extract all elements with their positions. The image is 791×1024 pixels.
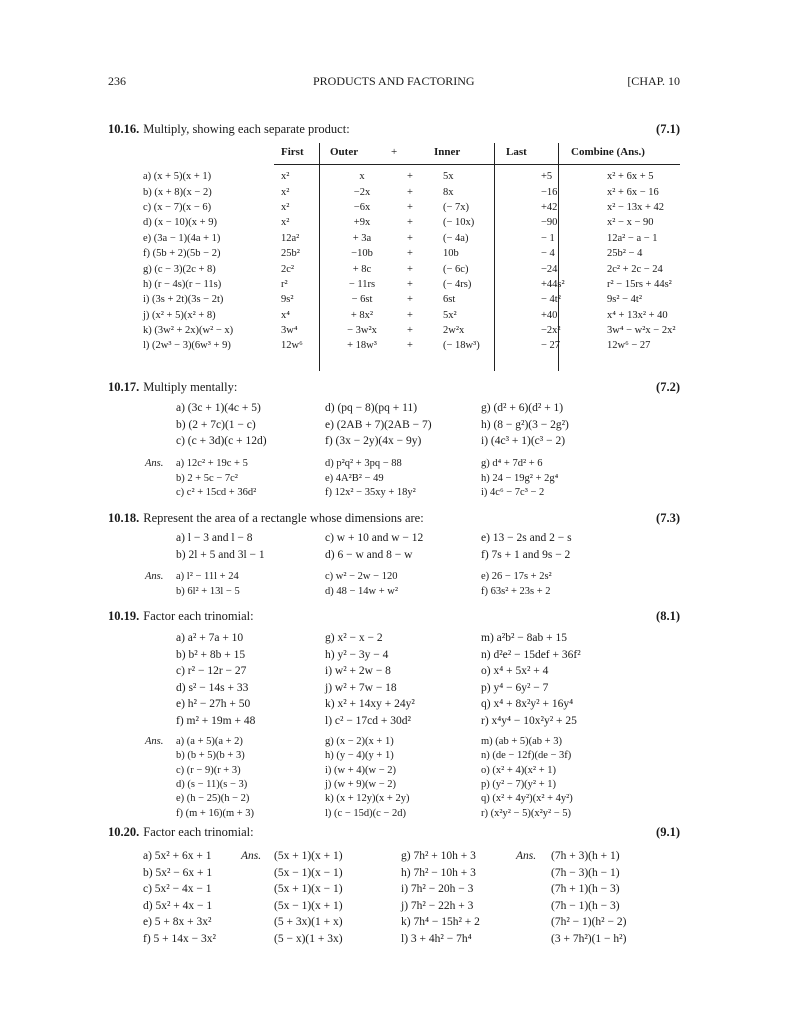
problem-item: l) c² − 17cd + 30d²	[325, 714, 411, 727]
problem-item: f) 5 + 14x − 3x²	[143, 932, 216, 945]
col-header-combine: Combine (Ans.)	[571, 146, 645, 158]
section-title: Represent the area of a rectangle whose dimensions are:	[143, 511, 424, 525]
problem-item: g) (d² + 6)(d² + 1)	[481, 402, 564, 414]
table-cell: +44s²	[541, 278, 565, 290]
table-row	[143, 308, 737, 323]
problem-item: i) 7h² − 20h − 3	[401, 883, 474, 895]
table-cell: +	[407, 325, 413, 337]
table-cell: + 8c	[352, 263, 372, 275]
answer-item: (7h + 3)(h + 1)	[551, 850, 620, 862]
answer-item: e) 4A²B² − 49	[325, 472, 384, 484]
table-cell: +	[407, 232, 413, 244]
table-cell: +	[407, 186, 413, 198]
table-cell: − 27	[541, 340, 561, 352]
problem-item: a) 5x² + 6x + 1	[143, 850, 212, 862]
table-cell: l) (2w³ − 3)(6w³ + 9)	[143, 340, 231, 352]
table-row	[143, 261, 737, 276]
answers-label: Ans.	[516, 850, 537, 862]
answer-item: c) w² − 2w − 120	[325, 571, 398, 582]
table-cell: d) (x − 10)(x + 9)	[143, 217, 217, 229]
table-cell: 9s²	[281, 294, 294, 306]
product-table	[143, 169, 737, 354]
table-cell: x⁴ + 13x² + 40	[607, 309, 668, 321]
table-cell: 5x²	[443, 309, 457, 321]
table-cell: + 8x²	[350, 309, 374, 321]
problem-item: h) (8 − g²)(3 − 2g²)	[481, 418, 569, 431]
section-ref: (7.2)	[656, 380, 680, 394]
table-cell: (− 7x)	[443, 201, 470, 213]
col-header-first: First	[281, 146, 304, 158]
problem-item: k) 7h⁴ − 15h² + 2	[401, 916, 480, 928]
table-cell: 3w⁴	[281, 325, 298, 337]
table-cell: 6st	[443, 294, 456, 306]
table-cell: − 3w²x	[347, 325, 377, 337]
table-cell: +	[407, 309, 413, 321]
table-cell: 5x	[443, 171, 454, 183]
table-cell: − 4t²	[541, 294, 561, 306]
answer-item: h) (y − 4)(y + 1)	[325, 750, 394, 762]
answer-item: d) p²q² + 3pq − 88	[325, 458, 402, 469]
table-cell: r² − 15rs + 44s²	[607, 278, 672, 290]
answer-item: f) 63s² + 23s + 2	[481, 585, 551, 597]
problem-item: c) w + 10 and w − 12	[325, 532, 424, 544]
table-cell: 2c²	[281, 263, 295, 275]
table-cell: x	[359, 171, 365, 183]
answers-label: Ans.	[145, 458, 164, 469]
problem-item: a) l − 3 and l − 8	[176, 532, 253, 544]
answer-item: q) (x² + 4y²)(x² + 4y²)	[481, 793, 573, 805]
table-cell: 12w⁶ − 27	[607, 340, 651, 352]
problem-item: h) 7h² − 10h + 3	[401, 866, 476, 879]
table-cell: x²	[281, 171, 290, 183]
problem-item: b) (2 + 7c)(1 − c)	[176, 418, 256, 431]
problem-item: a) a² + 7a + 10	[176, 632, 244, 644]
table-cell: − 11rs	[348, 278, 376, 290]
problem-item: f) (3x − 2y)(4x − 9y)	[325, 435, 422, 447]
col-header-last: Last	[506, 146, 527, 158]
problem-item: o) x⁴ + 5x² + 4	[481, 665, 549, 677]
problem-item: i) (4c³ + 1)(c³ − 2)	[481, 435, 566, 447]
table-row	[143, 215, 737, 230]
problem-item: j) w² + 7w − 18	[325, 681, 397, 694]
col-header-inner: Inner	[434, 146, 461, 158]
answer-item: p) (y² − 7)(y² + 1)	[481, 778, 556, 790]
table-row	[143, 292, 737, 307]
table-cell: 9s² − 4t²	[607, 294, 642, 306]
problem-item: a) (3c + 1)(4c + 5)	[176, 402, 261, 414]
table-cell: g) (c − 3)(2c + 8)	[143, 263, 216, 275]
problem-item: d) (pq − 8)(pq + 11)	[325, 402, 418, 414]
table-cell: −24	[541, 263, 558, 275]
table-cell: 2w²x	[443, 325, 465, 337]
problem-item: f) 7s + 1 and 9s − 2	[481, 548, 571, 561]
table-cell: 2c² + 2c − 24	[607, 263, 663, 275]
table-cell: x²	[281, 186, 290, 198]
answer-item: (7h + 1)(h − 3)	[551, 883, 620, 895]
table-cell: − 4	[541, 248, 555, 260]
answer-item: (7h − 3)(h − 1)	[551, 866, 620, 879]
table-cell: 3w⁴ − w²x − 2x²	[607, 325, 676, 337]
answer-item: j) (w + 9)(w − 2)	[325, 778, 397, 790]
table-cell: x²	[281, 201, 290, 213]
problem-item: b) b² + 8b + 15	[176, 648, 246, 661]
section-title: Multiply mentally:	[143, 380, 238, 394]
table-row	[143, 184, 737, 199]
table-cell: (− 10x)	[443, 217, 475, 229]
table-cell: +	[407, 217, 413, 229]
table-cell: +42	[541, 201, 558, 213]
answers-label: Ans.	[145, 736, 164, 747]
problem-item: e) h² − 27h + 50	[176, 698, 251, 710]
table-cell: 12a² − a − 1	[607, 232, 658, 244]
table-cell: −2x	[353, 186, 371, 198]
table-cell: +	[407, 171, 413, 183]
answer-item: g) (x − 2)(x + 1)	[325, 736, 394, 747]
answer-item: f) (m + 16)(m + 3)	[176, 807, 255, 819]
problem-item: c) (c + 3d)(c + 12d)	[176, 435, 267, 447]
answer-item: f) 12x² − 35xy + 18y²	[325, 487, 416, 498]
answer-item: (7h − 1)(h − 3)	[551, 899, 620, 912]
answer-item: (5x + 1)(x + 1)	[274, 850, 343, 862]
section-number: 10.19.	[108, 609, 140, 623]
problem-item: g) 7h² + 10h + 3	[401, 850, 476, 862]
table-row	[143, 323, 737, 338]
table-cell: −2x²	[541, 325, 561, 337]
table-cell: (− 6c)	[443, 263, 469, 275]
table-cell: i) (3s + 2t)(3s − 2t)	[143, 294, 224, 306]
table-cell: f) (5b + 2)(5b − 2)	[143, 248, 221, 260]
answer-item: n) (de − 12f)(de − 3f)	[481, 750, 572, 762]
answer-item: i) 4c⁶ − 7c³ − 2	[481, 487, 545, 498]
section-number: 10.16.	[108, 122, 140, 136]
section-10-20-heading	[108, 825, 254, 840]
table-cell: b) (x + 8)(x − 2)	[143, 186, 212, 198]
table-cell: a) (x + 5)(x + 1)	[143, 171, 212, 183]
table-cell: k) (3w² + 2x)(w² − x)	[143, 325, 234, 337]
col-header-outer: Outer	[330, 146, 359, 158]
problem-item: p) y⁴ − 6y² − 7	[481, 681, 549, 694]
answer-item: e) (h − 25)(h − 2)	[176, 793, 250, 805]
col-header-plus: +	[391, 146, 398, 158]
section-ref: (8.1)	[656, 609, 680, 623]
table-cell: 25b² − 4	[607, 248, 643, 260]
problem-item: d) s² − 14s + 33	[176, 681, 249, 694]
answer-item: m) (ab + 5)(ab + 3)	[481, 736, 562, 747]
table-cell: − 1	[541, 232, 555, 244]
answer-item: k) (x + 12y)(x + 2y)	[325, 793, 410, 805]
answer-item: (5x + 1)(x − 1)	[274, 883, 343, 895]
answer-item: (5x − 1)(x − 1)	[274, 866, 343, 879]
answer-item: a) l² − 11l + 24	[176, 571, 239, 582]
problem-item: c) 5x² − 4x − 1	[143, 883, 212, 895]
answer-item: l) (c − 15d)(c − 2d)	[325, 807, 406, 819]
table-cell: −90	[541, 217, 558, 229]
table-cell: +	[407, 278, 413, 290]
table-cell: −16	[541, 186, 558, 198]
table-row	[143, 169, 737, 184]
table-cell: +	[407, 201, 413, 213]
table-row	[143, 246, 737, 261]
problem-item: l) 3 + 4h² − 7h⁴	[401, 932, 472, 945]
problem-item: m) a²b² − 8ab + 15	[481, 632, 567, 644]
answers-label: Ans.	[241, 850, 262, 862]
section-ref: (7.3)	[656, 511, 680, 525]
section-title: Multiply, showing each separate product:	[143, 122, 350, 136]
problem-item: n) d²e² − 15def + 36f²	[481, 648, 581, 661]
section-10-17-heading	[108, 380, 237, 395]
table-cell: − 6st	[351, 294, 373, 306]
section-ref: (9.1)	[656, 825, 680, 839]
section-number: 10.17.	[108, 380, 140, 394]
table-cell: +	[407, 263, 413, 275]
table-cell: + 18w³	[347, 340, 377, 352]
section-title: Factor each trinomial:	[143, 825, 254, 839]
section-10-18-heading	[108, 511, 424, 526]
problem-item: d) 6 − w and 8 − w	[325, 548, 413, 561]
table-cell: +9x	[353, 217, 371, 229]
answer-item: b) 6l² + 13l − 5	[176, 585, 240, 597]
table-cell: + 3a	[352, 232, 372, 244]
table-cell: h) (r − 4s)(r − 11s)	[143, 278, 222, 290]
answer-item: d) 48 − 14w + w²	[325, 585, 399, 597]
section-ref: (7.1)	[656, 122, 680, 136]
answer-item: c) (r − 9)(r + 3)	[176, 764, 241, 776]
table-cell: +	[407, 340, 413, 352]
table-cell: r²	[281, 278, 288, 290]
table-cell: (− 4a)	[443, 232, 469, 244]
table-row	[143, 231, 737, 246]
problem-item: d) 5x² + 4x − 1	[143, 899, 213, 912]
chapter-label: [CHAP. 10	[627, 74, 680, 88]
problem-item: q) x⁴ + 8x²y² + 16y⁴	[481, 698, 574, 710]
problem-item: j) 7h² − 22h + 3	[401, 899, 474, 912]
table-row	[143, 338, 737, 353]
table-cell: c) (x − 7)(x − 6)	[143, 201, 212, 213]
answer-item: d) (s − 11)(s − 3)	[176, 778, 248, 790]
table-cell: x²	[281, 217, 290, 229]
answer-item: (7h² − 1)(h² − 2)	[551, 916, 627, 928]
table-cell: 8x	[443, 186, 454, 198]
problem-item: b) 5x² − 6x + 1	[143, 866, 213, 879]
table-header-rule	[274, 164, 680, 165]
answer-item: g) d⁴ + 7d² + 6	[481, 458, 543, 469]
page-number: 236	[108, 74, 126, 88]
problem-item: e) 13 − 2s and 2 − s	[481, 532, 572, 544]
answer-item: (3 + 7h²)(1 − h²)	[551, 932, 627, 945]
table-cell: +40	[541, 309, 558, 321]
table-cell: x⁴	[281, 309, 290, 321]
problem-item: e) 5 + 8x + 3x²	[143, 916, 212, 928]
table-cell: 25b²	[281, 248, 300, 260]
table-cell: (− 4rs)	[443, 278, 472, 290]
problem-item: e) (2AB + 7)(2AB − 7)	[325, 418, 432, 431]
answer-item: h) 24 − 19g² + 2g⁴	[481, 472, 559, 484]
section-10-16-heading	[108, 122, 350, 137]
answer-item: i) (w + 4)(w − 2)	[325, 764, 397, 776]
table-cell: x² + 6x − 16	[607, 186, 659, 198]
table-cell: e) (3a − 1)(4a + 1)	[143, 232, 221, 244]
table-cell: x² − x − 90	[607, 217, 654, 229]
answer-item: (5 + 3x)(1 + x)	[274, 916, 343, 928]
answer-item: a) 12c² + 19c + 5	[176, 458, 248, 469]
table-cell: 12a²	[281, 232, 300, 244]
answer-item: (5x − 1)(x + 1)	[274, 899, 343, 912]
answer-item: o) (x² + 4)(x² + 1)	[481, 764, 556, 776]
section-title: Factor each trinomial:	[143, 609, 254, 623]
table-cell: 12w⁶	[281, 340, 303, 352]
problem-item: c) r² − 12r − 27	[176, 665, 247, 677]
table-cell: −10b	[351, 248, 373, 260]
table-row	[143, 277, 737, 292]
problem-item: k) x² + 14xy + 24y²	[325, 698, 415, 710]
table-cell: −6x	[353, 201, 371, 213]
answer-item: c) c² + 15cd + 36d²	[176, 487, 257, 498]
table-cell: j) (x² + 5)(x² + 8)	[143, 309, 216, 321]
table-cell: x² + 6x + 5	[607, 171, 654, 183]
answer-item: (5 − x)(1 + 3x)	[274, 932, 343, 945]
running-title: PRODUCTS AND FACTORING	[313, 74, 475, 88]
problem-item: f) m² + 19m + 48	[176, 714, 256, 727]
answer-item: b) 2 + 5c − 7c²	[176, 472, 238, 484]
problem-item: g) x² − x − 2	[325, 632, 383, 644]
table-row	[143, 200, 737, 215]
problem-item: i) w² + 2w − 8	[325, 665, 391, 677]
table-cell: (− 18w³)	[443, 340, 480, 352]
answer-item: e) 26 − 17s + 2s²	[481, 571, 552, 582]
problem-item: b) 2l + 5 and 3l − 1	[176, 548, 265, 561]
answers-label: Ans.	[145, 571, 164, 582]
table-cell: 10b	[443, 248, 459, 260]
table-cell: +	[407, 248, 413, 260]
section-number: 10.18.	[108, 511, 140, 525]
table-cell: +5	[541, 171, 553, 183]
problem-item: r) x⁴y⁴ − 10x²y² + 25	[481, 714, 577, 727]
answer-item: r) (x²y² − 5)(x²y² − 5)	[481, 807, 572, 819]
section-10-19-heading	[108, 609, 254, 624]
problem-item: h) y² − 3y − 4	[325, 648, 389, 661]
answer-item: a) (a + 5)(a + 2)	[176, 736, 243, 747]
table-cell: +	[407, 294, 413, 306]
answer-item: b) (b + 5)(b + 3)	[176, 750, 245, 762]
table-cell: x² − 13x + 42	[607, 201, 664, 213]
section-number: 10.20.	[108, 825, 140, 839]
